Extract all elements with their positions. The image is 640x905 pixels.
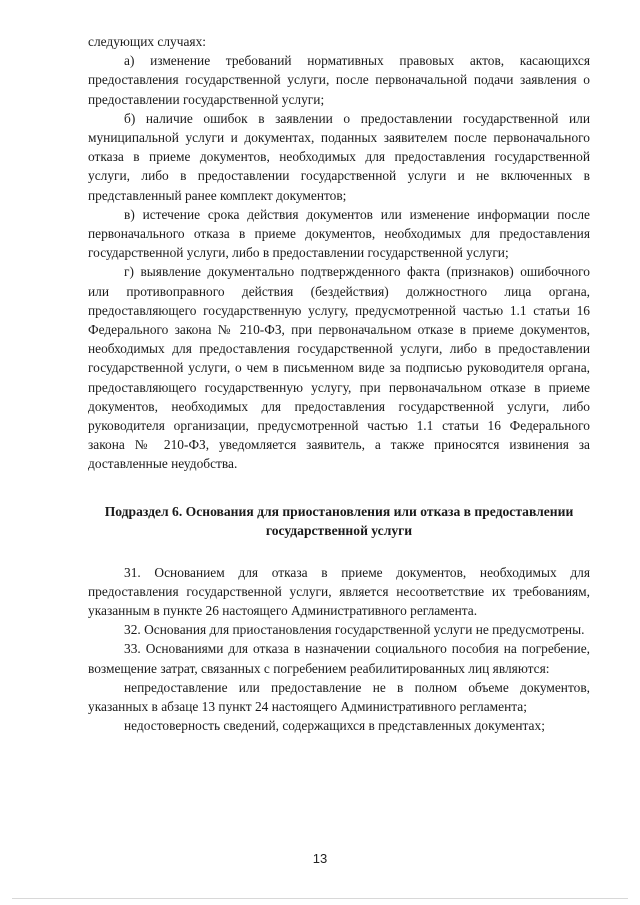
paragraph-33-item-2: недостоверность сведений, содержащихся в представленных документах; (124, 718, 545, 734)
scan-edge-line (12, 898, 628, 899)
section-heading: Подраздел 6. Основания для приостановления или отказа в предоставлении государственной услуги (104, 503, 574, 539)
page-number: 13 (312, 851, 328, 866)
paragraph-continuation: следующих случаях: (88, 34, 206, 49)
paragraph-item-a: а) изменение требований нормативных правовых актов, касающихся предоставления государственной услуги, после первоначальной подачи заявления о предоставлении государственной услуги; (88, 53, 590, 107)
paragraph-33: 33. Основаниями для отказа в назначении социального пособия на погребение, возмещение затрат, связанных с погребением реабилитированных лиц являются: (88, 641, 590, 676)
document-page (88, 32, 590, 736)
paragraph-item-g: г) выявление документально подтвержденного факта (признаков) ошибочного или противоправного действия (бездействия) должностного лица органа, предоставляющего государственную услугу, предусмотренной частью 1.1 статьи 16 Федерального закона № 210-ФЗ, при первоначальном отказе в приеме документов, необходимых для предоставления государственной услуги, либо в предоставлении государственной услуги, о чем в письменном виде за подписью руководителя органа, предоставляющего государственную услугу, при первоначальном отказе в приеме документов, необходимых для предоставления государственной услуги, либо руководителя организации, предусмотренной частью 1.1 статьи 16 Федерального закона № 210-ФЗ, уведомляется заявитель, а также приносятся извинения за доставленные неудобства. (88, 264, 590, 472)
paragraph-item-v: в) истечение срока действия документов или изменение информации после первоначального отказа в приеме документов, необходимых для предоставления государственной услуги, либо в предоставлении государственной услуги; (88, 206, 590, 261)
paragraph-33-item-1: непредоставление или предоставление не в полном объеме документов, указанных в абзаце 13 пункт 24 настоящего Административного регламента; (88, 679, 590, 715)
paragraph-item-b: б) наличие ошибок в заявлении о предоставлении государственной или муниципальной услуги и документах, поданных заявителем после первоначального отказа в приеме документов, необходимых для предоставления государственной услуги, либо в предоставлении государственной услуги и не включенных в представленный ранее комплект документов; (88, 110, 590, 203)
paragraph-31: 31. Основанием для отказа в приеме документов, необходимых для предоставления государственной услуги, является несоответствие их требованиям, указанным в пункте 26 настоящего Административного регламента. (88, 564, 590, 619)
paragraph-32: 32. Основания для приостановления государственной услуги не предусмотрены. (124, 622, 585, 638)
